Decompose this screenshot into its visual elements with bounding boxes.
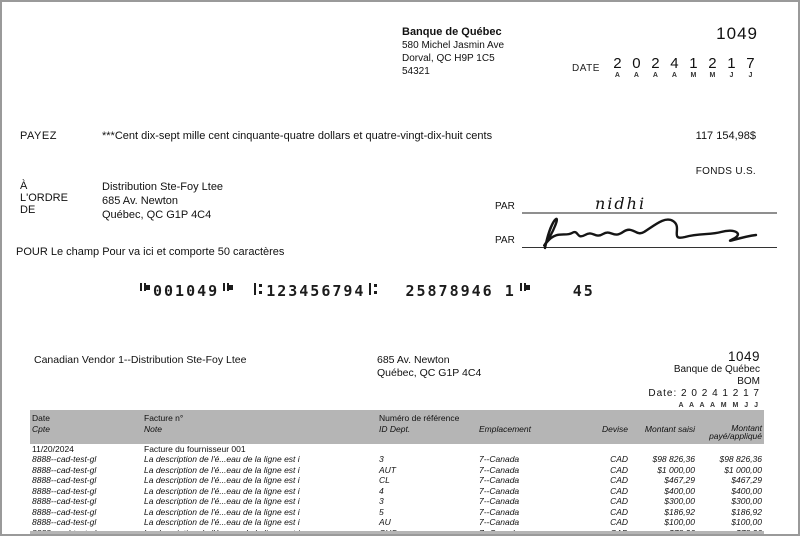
invoice-row	[30, 444, 764, 455]
par-label-1: PAR	[495, 201, 515, 212]
invoice-title: Facture du fournisseur 001	[144, 443, 246, 454]
table-row: 8888--cad-test-gl La description de l'é...eau de la ligne est i AUT 7--Canada CAD $1 000,00 $1 000,00	[32, 464, 763, 475]
date-digit: 0 A	[632, 55, 641, 79]
payee-address-line2: Québec, QC G1P 4C4	[102, 209, 212, 221]
signature-line-2	[495, 216, 777, 248]
stub-bank-name: Banque de Québec	[673, 364, 760, 375]
micr-onus-icon	[519, 282, 530, 300]
stub-bank-code: BOM	[737, 376, 760, 387]
micr-transit-icon	[368, 282, 378, 300]
cheque-date	[572, 56, 760, 80]
micr-transit-number: 123456794	[266, 282, 366, 300]
col-header-date: Date	[32, 413, 50, 423]
bank-address-line2: Dorval, QC H9P 1C5	[402, 53, 495, 64]
stub-date: Date: 2 0 2 4 1 2 1 7	[648, 388, 760, 399]
col-header-id-dept: ID Dept.	[379, 423, 411, 434]
table-row: 8888--cad-test-gl La description de l'é...eau de la ligne est i CL 7--Canada CAD $467,29 $467,29	[32, 475, 763, 485]
micr-account-number: 25878946 1	[405, 282, 516, 300]
stub-vendor-line: Canadian Vendor 1--Distribution Ste-Foy Ltee	[34, 354, 247, 366]
table-row: 8888--cad-test-gl La description de l'é...eau de la ligne est i 3 7--Canada CAD $98 826,36 $98 826,36	[32, 454, 763, 464]
memo-line: POUR Le champ Pour va ici et comporte 50 caractères	[16, 246, 285, 258]
date-digit: 1 J	[727, 55, 736, 79]
stub-date-format: A A A A M M J J	[678, 402, 760, 409]
micr-transit-icon	[253, 282, 263, 300]
bank-address-line3: 54321	[402, 66, 430, 77]
bank-name: Banque de Québec	[402, 26, 502, 38]
date-digit: 4 A	[670, 55, 679, 79]
col-header-facture: Facture n°	[144, 413, 184, 423]
par-label-2: PAR	[495, 235, 515, 246]
col-header-cpte: Cpte	[32, 423, 50, 434]
date-digit: 2 M	[708, 55, 717, 79]
micr-onus-icon	[222, 282, 233, 300]
table-row: 8888--cad-test-gl La description de l'é...eau de la ligne est i 3 7--Canada CAD $300,00 $300,00	[32, 496, 763, 506]
table-footer-band	[30, 531, 764, 536]
amount-in-words: ***Cent dix-sept mille cent cinquante-quatre dollars et quatre-vingt-dix-huit cents	[102, 130, 493, 142]
payment-detail-table	[30, 410, 764, 536]
col-header-note: Note	[144, 423, 162, 434]
date-digit: 2 A	[651, 55, 660, 79]
micr-onus-icon	[139, 282, 150, 300]
bank-address-line1: 580 Michel Jasmin Ave	[402, 40, 505, 51]
stub-cheque-number: 1049	[727, 349, 760, 364]
table-row: 8888--cad-test-gl La description de l'é...eau de la ligne est i AU 7--Canada CAD $100,00 $100,00	[32, 517, 763, 527]
stub-bank-block	[648, 350, 760, 412]
micr-trailing-digits: 45	[572, 282, 595, 300]
bank-address-block	[402, 26, 504, 78]
signature-1: nidhi	[595, 194, 647, 213]
col-header-emplacement: Emplacement	[479, 423, 531, 434]
col-header-montant-saisi: Montant saisi	[644, 423, 696, 434]
payee-name: Distribution Ste-Foy Ltee	[102, 181, 224, 193]
cheque-number: 1049	[716, 24, 758, 43]
invoice-date: 11/20/2024	[32, 443, 74, 454]
table-row: 8888--cad-test-gl La description de l'é...eau de la ligne est i 4 7--Canada CAD $400,00 $400,00	[32, 485, 763, 496]
col-header-ref: Numéro de référence	[379, 413, 460, 423]
table-header	[30, 410, 764, 444]
stub-payee-address: 685 Av. Newton Québec, QC G1P 4C4	[377, 354, 482, 379]
table-row: 8888--cad-test-gl La description de l'é...eau de la ligne est i 5 7--Canada CAD $186,92 $186,92	[32, 506, 763, 517]
date-digit: 2 A	[613, 55, 622, 79]
payez-label: PAYEZ	[20, 130, 57, 142]
date-label: DATE	[572, 63, 600, 74]
micr-cheque-number: 001049	[153, 282, 220, 300]
date-digit: 1 M	[689, 55, 698, 79]
payee-address-line1: 685 Av. Newton	[102, 195, 179, 207]
order-of-label: À L'ORDRE DE	[20, 180, 68, 216]
amount-numeric: 117 154,98$	[695, 130, 756, 142]
col-header-devise: Devise	[602, 423, 629, 434]
payee-address-block	[102, 180, 223, 222]
micr-line	[136, 282, 595, 300]
funds-label: FONDS U.S.	[695, 166, 756, 177]
date-digit: 7 J	[746, 55, 755, 79]
col-header-montant-paye: Montant payé/appliqué	[709, 423, 763, 441]
signature-2-scrawl	[513, 210, 763, 257]
